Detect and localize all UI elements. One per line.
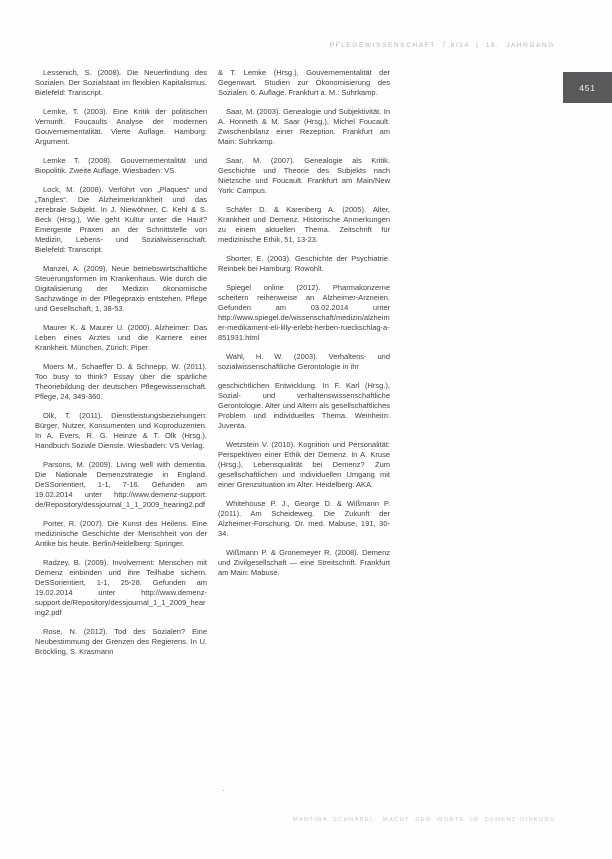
page-number-badge: [563, 72, 612, 103]
reference-entry: Porter, R. (2007). Die Kunst des Heilens. Eine medizinische Geschichte der Menschheit von der Antike bis heute. Berlin/Heidelberg: Springer.: [35, 519, 207, 548]
reference-entry: Olk, T. (2011). Dienstleistungsbeziehungen: Bürger, Nutzer, Konsumenten und Koproduzenten. In A. Evers, R. G. Heinze & T. Olk (Hrsg.), Handbuch Soziale Dienste. Wiesbaden: VS Verlag.: [35, 411, 207, 450]
reference-entry: Schäfer D. & Karenberg A. (2005). Alter, Krankheit und Demenz. Historische Anmerkungen zu einem aktuellen Thema. Zeitschrift für medizinische Ethik, 51, 13-23.: [218, 205, 390, 244]
reference-entry: Wißmann P. & Gronemeyer R. (2008). Demenz und Zivilgesellschaft — eine Streitschrift. Frankfurt am Main: Mabuse.: [218, 548, 390, 577]
reference-entry: Radzey, B. (2009). Involvement: Menschen mit Demenz einbinden und ihre Teilhabe sichern. DeSSorientiert, 1-1, 25-28. Gefunden am 19.02.2014 unter http://www.demenz-support.de/Repository/dessjournal_1_1_2009_hearing2.pdf: [35, 558, 207, 617]
reference-entry: Maurer K. & Maurer U. (2000). Alzheimer: Das Leben eines Arztes und die Karriere einer Krankheit. München, Zürich: Piper.: [35, 323, 207, 352]
page-number: 451: [579, 82, 596, 93]
reference-entry: Spiegel online (2012). Pharmakonzerne scheitern reihenweise an Alzheimer-Arzneien. Gefunden am 03.02.2014 unter http://www.spiegel.de/wissenschaft/medizin/alzheimer-medikament-eli-lilly-erlebt-herben-rueckschlag-a-851931.html: [218, 283, 390, 342]
reference-entry: & T. Lemke (Hrsg.), Gouvernementalität der Gegenwart. Studien zur Ökonomisierung des Sozialen. 6. Auflage. Frankfurt a. M.: Suhrkamp.: [218, 68, 390, 97]
reference-entry: Saar, M. (2007). Genealogie als Kritik. Geschichte und Theorie des Subjekts nach Nietzsche und Foucault. Frankfurt am Main/New York: Campus.: [218, 156, 390, 195]
reference-entry: Lock, M. (2008). Verführt von „Plaques“ und „Tangles“. Die Alzheimerkrankheit und das zerebrale Subjekt. In J. Niewöhner, C. Kehl & S. Beck (Hrsg.), Wie geht Kultur unter die Haut? Emergente Praxen an der Schnittstelle von Medizin, Lebens- und Sozialwissenschaft. Bielefeld: Transcript.: [35, 185, 207, 254]
reference-entry: Wetzstein V. (2010). Kognition und Personalität: Perspektiven einer Ethik der Demenz. In A. Kruse (Hrsg.), Lebensqualität bei Demenz? Zum gesellschaftlichen und individuellen Umgang mit einer Grenzsituation im Alter. Heidelberg: AKA.: [218, 440, 390, 489]
reference-entry: geschichtlichen Entwicklung. In F. Karl (Hrsg.), Sozial- und verhaltenswissenschaftliche Gerontologie. Alter und Altern als gesellschaftliches Problem und individuelles Thema. Weinheim: Juventa.: [218, 381, 390, 430]
reference-entry: Moers M., Schaeffer D. & Schnepp, W. (2011). Too busy to think? Essay über die spärliche Theoriebildung der deutschen Pflegewissenschaft. Pflege, 24, 349-360.: [35, 362, 207, 401]
scan-artifact-dot: .: [222, 784, 225, 793]
reference-entry: Shorter, E. (2003). Geschichte der Psychiatrie. Reinbek bei Hamburg: Rowohlt.: [218, 254, 390, 273]
reference-entry: Lemke, T. (2003). Eine Kritik der politischen Vernunft. Foucaults Analyse der modernen Gouvernementalität. Vierte Auflage. Hamburg: Argument.: [35, 107, 207, 146]
reference-entry: Parsons, M. (2009). Living well with dementia. Die Nationale Demenzstrategie in England. DeSSorientiert, 1-1, 7-16. Gefunden am 19.02.2014 unter http://www.demenz-support. de/Repository/dessjournal_1_1_2009_hearing2.pdf: [35, 460, 207, 509]
references-right-column: [218, 68, 390, 587]
references-left-column: [35, 68, 207, 666]
footer-running-title: MARTINA SCHNABEL: MACHT DER WORTE IM DEMENZ-DISKURS: [292, 817, 555, 823]
reference-entry: Wahl, H. W. (2003). Verhaltens- und sozialwissenschaftliche Gerontologie in ihr: [218, 352, 390, 371]
reference-entry: Lemke T. (2008). Gouvernementalität und Biopolitik. Zweite Auflage. Wiesbaden: VS.: [35, 156, 207, 175]
reference-entry: Whitehouse P. J., George D. & Wißmann P. (2011). Am Scheideweg. Die Zukunft der Alzheimer-Forschung. Dr. med. Mabuse, 191, 30-34.: [218, 499, 390, 538]
reference-entry: Rose, N. (2012). Tod des Sozialen? Eine Neubestimmung der Grenzen des Regierens. In U. Bröckling, S. Krasmann: [35, 627, 207, 656]
reference-entry: Lessenich, S. (2008). Die Neuerfindung des Sozialen. Der Sozialstaat im flexiblen Kapitalismus. Bielefeld: Transcript.: [35, 68, 207, 97]
reference-entry: Manzei, A. (2009). Neue betriebswirtschaftliche Steuerungsformen im Krankenhaus. Wie durch die Digitalisierung der Medizin ökonomische Sachzwänge in der Pflegepraxis entstehen. Pflege und Gesellschaft, 1, 38-53.: [35, 264, 207, 313]
reference-entry: Saar, M. (2003). Genealogie und Subjektivität. In A. Honneth & M. Saar (Hrsg.), Michel Foucault. Zwischenbilanz einer Rezeption. Frankfurt am Main: Suhrkamp.: [218, 107, 390, 146]
journal-header: PFLEGEWISSENSCHAFT 7.8/14 | 16. JAHRGANG: [329, 42, 555, 49]
